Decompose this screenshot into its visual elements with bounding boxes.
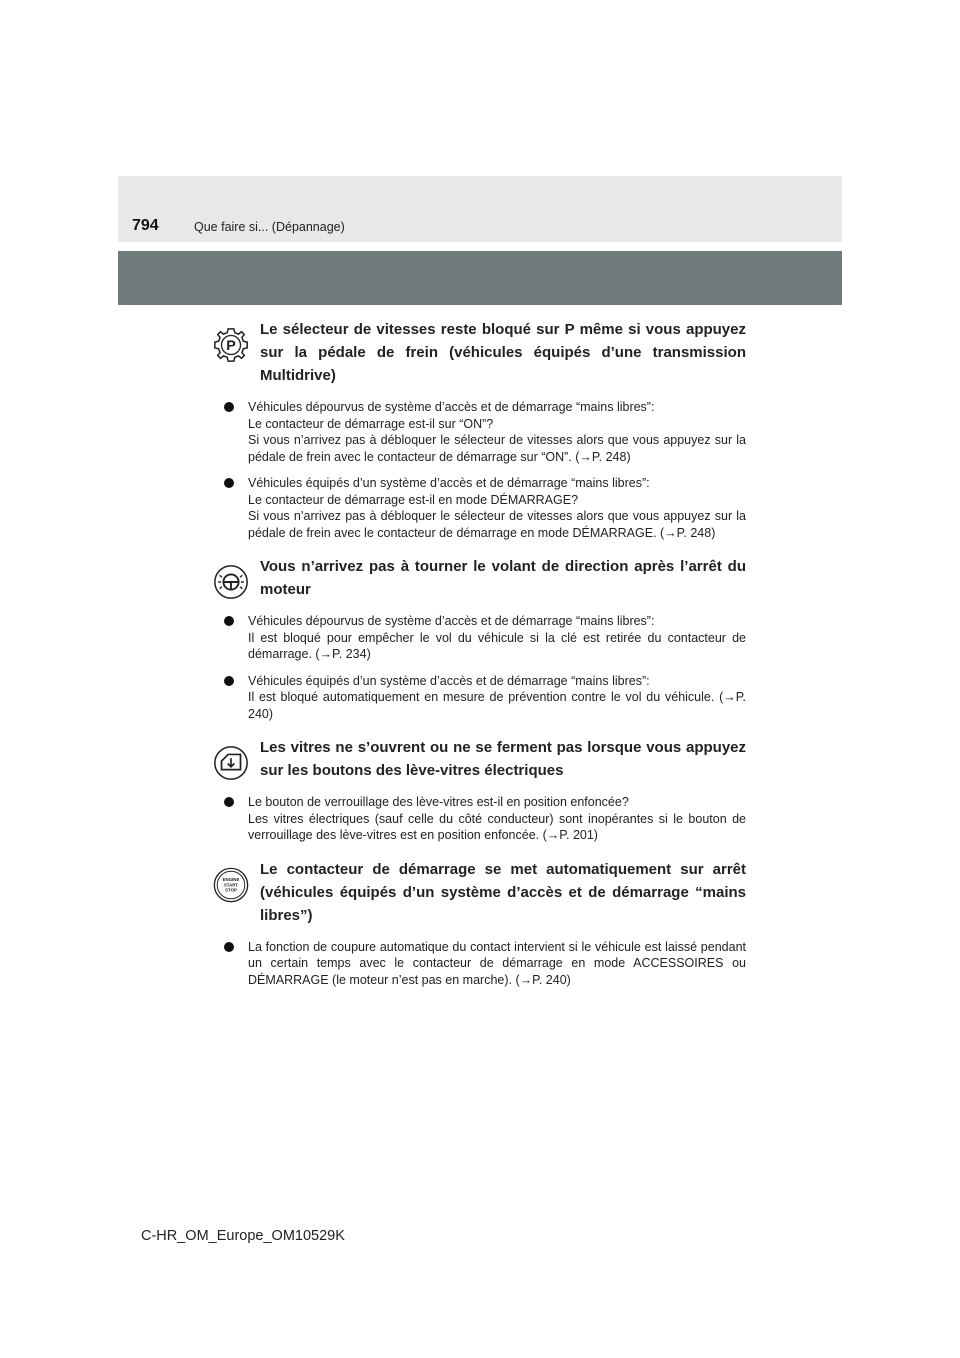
list-item: La fonction de coupure automatique du contact intervient si le véhicule est laissé pendant un certain temps avec le contacteur de démarrage en mode ACCESSOIRES ou DÉMARRAGE (le moteur n’est pas en marche). (→P. 240) [212, 939, 746, 989]
svg-text:P: P [226, 338, 236, 355]
bullet-icon [224, 402, 234, 412]
list-item: Véhicules dépourvus de système d’accès et de démarrage “mains libres”: Il est bloqué pour empêcher le vol du véhicule si la clé est retirée du contacteur de démarrage. (→P. 234) [212, 613, 746, 663]
shift-lock-p-icon [212, 326, 250, 364]
bullet-icon [224, 797, 234, 807]
engine-start-stop-icon [212, 866, 250, 904]
page-number: 794 [132, 217, 159, 234]
bullet-icon [224, 942, 234, 952]
icon-text-stop: STOP [225, 887, 237, 893]
block-title: Le sélecteur de vitesses reste bloqué sur P même si vous appuyez sur la pédale de frein (véhicules équipés d’une transmission Multidrive) [260, 321, 746, 384]
block-title: Le contacteur de démarrage se met automatiquement sur arrêt (véhicules équipés d’un système d’accès et de démarrage “mains libres”) [260, 860, 746, 924]
power-window-icon [212, 744, 250, 782]
block-title: Vous n’arrivez pas à tourner le volant de direction après l’arrêt du moteur [260, 558, 746, 598]
steering-lock-icon [212, 563, 250, 601]
document-code: C-HR_OM_Europe_OM10529K [141, 1228, 345, 1244]
block-auto-power-off [212, 858, 746, 989]
block-steering-lock [212, 555, 746, 722]
page-header [118, 176, 842, 242]
bullet-icon [224, 616, 234, 626]
header-band [118, 251, 842, 305]
section-title: Que faire si... (Dépannage) [194, 220, 345, 234]
list-item: Le bouton de verrouillage des lève-vitres est-il en position enfoncée? Les vitres électriques (sauf celle du côté conducteur) sont inopérantes si le bouton de verrouillage des lève-vitres est en position enfoncée. (→P. 201) [212, 794, 746, 844]
bullet-icon [224, 478, 234, 488]
list-item: Véhicules équipés d’un système d’accès et de démarrage “mains libres”: Le contacteur de démarrage est-il en mode DÉMARRAGE? Si vous n’arrivez pas à débloquer le sélecteur de vitesses alors que vous appuyez sur la pédale de frein avec le contacteur de démarrage en mode DÉMARRAGE. (→P. 248) [212, 475, 746, 541]
list-item: Véhicules dépourvus de système d’accès et de démarrage “mains libres”: Le contacteur de démarrage est-il sur “ON”? Si vous n’arrivez pas à débloquer le sélecteur de vitesses alors que vous appuyez sur la pédale de frein avec le contacteur de démarrage sur “ON”. (→P. 248) [212, 399, 746, 465]
block-shift-lock [212, 318, 746, 541]
bullet-icon [224, 676, 234, 686]
icon-text-engine: ENGINE [222, 876, 240, 882]
content [212, 318, 746, 988]
block-title: Les vitres ne s’ouvrent ou ne se ferment pas lorsque vous appuyez sur les boutons des lève-vitres électriques [260, 739, 746, 779]
icon-text-start: START [223, 881, 239, 887]
list-item: Véhicules équipés d’un système d’accès et de démarrage “mains libres”: Il est bloqué automatiquement en mesure de prévention contre le vol du véhicule. (→P. 240) [212, 673, 746, 723]
block-power-window [212, 736, 746, 844]
